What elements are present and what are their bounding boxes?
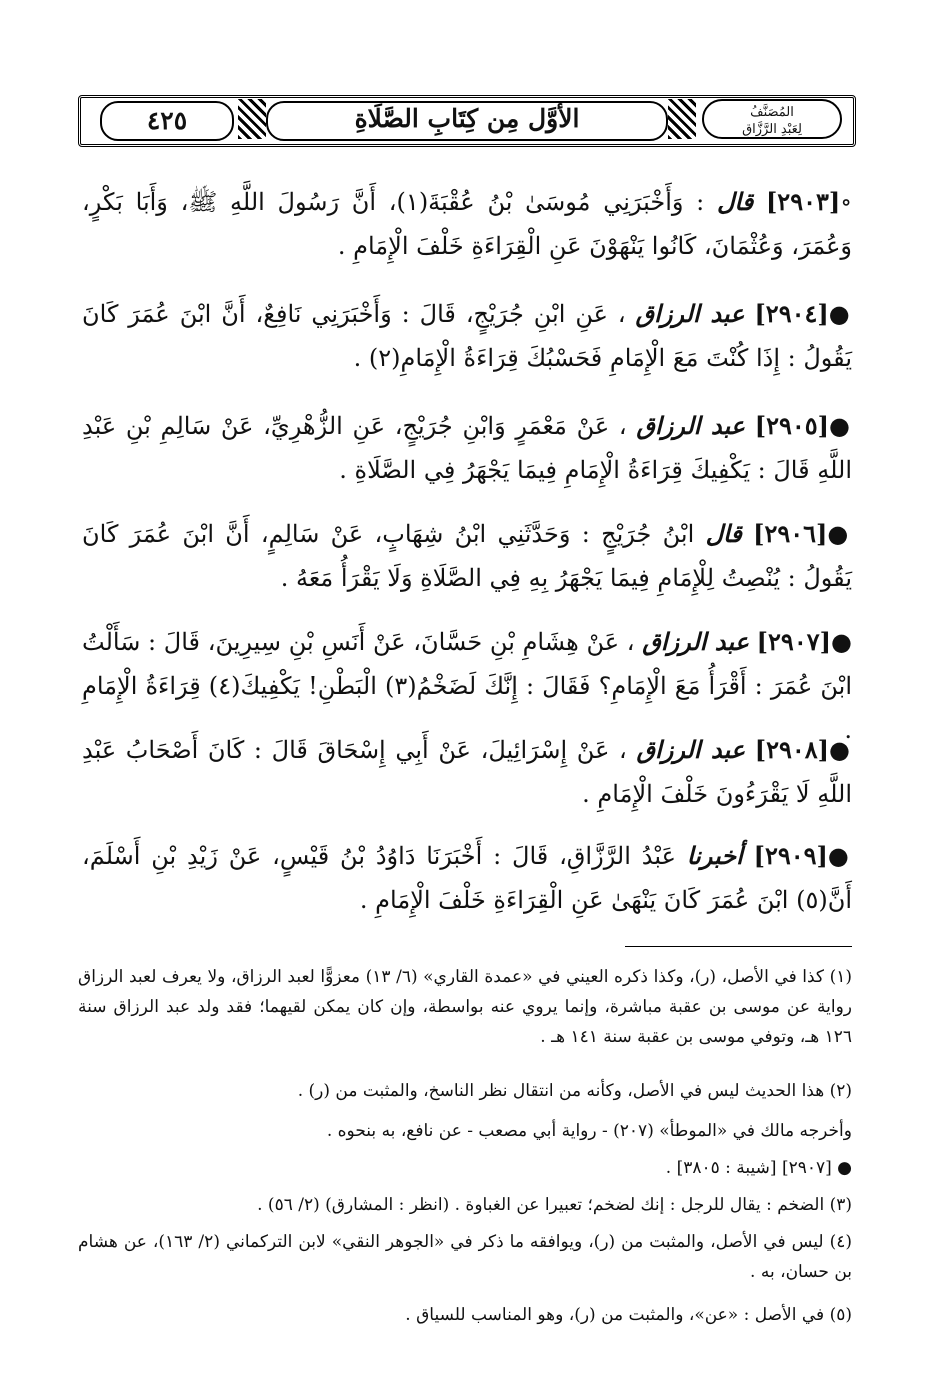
hadith-source: قال [716, 187, 754, 216]
hadith-body: عَبْدُ الرَّزَّاقِ، قَالَ : أَخْبَرَنَا دَاوُدُ بْنُ قَيْسٍ، عَنْ زَيْدِ بْنِ أَسْلَمَ، أَنَّ(٥) ابْنَ عُمَرَ كَانَ يَنْهَىٰ عَنِ الْقِرَاءَةِ خَلْفَ الْإِمَامِ . [82, 842, 852, 914]
hadith-number: [٢٩٠٨] [754, 735, 830, 764]
hadith-body: : وَأَخْبَرَنِي مُوسَىٰ بْنُ عُقْبَةَ(١)، أَنَّ رَسُولَ اللَّهِ ﷺ، وَأَبَا بَكْرٍ، وَعُمَرَ، وَعُثْمَانَ، كَانُوا يَنْهَوْنَ عَنِ الْقِرَاءَةِ خَلْفَ الْإِمَامِ . [82, 188, 852, 260]
hadith-marker: ● [827, 520, 852, 548]
hadith-body: ، عَنْ هِشَامِ بْنِ حَسَّانَ، عَنْ أَنَسِ بْنِ سِيرِينَ، قَالَ : سَأَلْتُ ابْنَ عُمَرَ : أَقْرَأُ مَعَ الْإِمَامِ؟ فَقَالَ : إِنَّكَ لَضَخْمُ(٣) الْبَطْنِ! يَكْفِيكَ(٤) قِرَاءَةُ الْإِمَامِ . [82, 628, 853, 744]
logo-line1: المُصَنَّفُ [750, 105, 794, 120]
hadith-body: ، عَنْ مَعْمَرٍ وَابْنِ جُرَيْجٍ، عَنِ الزُّهْرِيِّ، عَنْ سَالِمِ بْنِ عَبْدِ اللَّهِ قَالَ : يَكْفِيكَ قِرَاءَةُ الْإِمَامِ فِيمَا يَجْهَرُ فِي الصَّلَاةِ . [82, 412, 852, 484]
chapter-title: الأوَّل مِن كِتَابِ الصَّلَاةِ [354, 104, 580, 133]
hadith-2909 [82, 834, 852, 922]
hadith-source: عبد الرزاق [636, 411, 746, 440]
hadith-source: عبد الرزاق [636, 735, 746, 764]
footnote-separator [625, 946, 852, 947]
hadith-body: ابْنُ جُرَيْجٍ : وَحَدَّثَنِي ابْنُ شِهَابٍ، عَنْ سَالِمٍ، أَنَّ ابْنَ عُمَرَ كَانَ يَقُولُ : يُنْصِتُ لِلْإِمَامِ فِيمَا يَجْهَرُ بِهِ فِي الصَّلَاةِ وَلَا يَقْرَأُ مَعَهُ . [82, 520, 852, 592]
footnote-5: (٥) في الأصل : «عن»، والمثبت من (ر)، وهو المناسب للسياق . [405, 1305, 852, 1325]
hadith-2903 [82, 180, 852, 268]
hadith-number: [٢٩٠٥] [754, 411, 829, 440]
footnote-1: (١) كذا في الأصل، (ر)، وكذا ذكره العيني في «عمدة القاري» (٦/ ١٣) معزوًّا لعبد الرزاق، ولا يعرف لعبد الرزاق رواية عن موسى بن عقبة مباشرة، وإنما يروي عنه بواسطة، وإن كان يمكن لقيهما؛ فقد ولد عبد الرزاق سنة ١٢٦ هـ، وتوفي موسى بن عقبة سنة ١٤١ هـ . [78, 967, 852, 1047]
hadith-marker: ● [830, 628, 852, 656]
hadith-marker: ● [827, 842, 853, 870]
ornament-right [668, 99, 696, 139]
hadith-marker: ● [828, 300, 852, 328]
hadith-number: [٢٩٠٧] [756, 627, 831, 656]
footnote-3: (٣) الضخم : يقال للرجل : إنك لضخم؛ تعبيرا عن الغباوة . (انظر : المشارق) (٢/ ٥٦) . [257, 1195, 852, 1215]
ornament-left [238, 99, 266, 139]
hadith-number: [٢٩٠٩] [753, 841, 828, 870]
footnote-2: (٢) هذا الحديث ليس في الأصل، وكأنه من انتقال نظر الناسخ، والمثبت من (ر) . [297, 1081, 852, 1101]
page-number: ٤٢٥ [100, 101, 234, 141]
hadith-2906 [82, 512, 852, 600]
hadith-marker: ● [829, 736, 852, 764]
hadith-number: [٢٩٠٦] [753, 519, 828, 548]
book-logo [702, 99, 842, 139]
hadith-2905 [82, 404, 852, 492]
hadith-source: عبد الرزاق [635, 299, 745, 328]
hadith-marker: ● [829, 412, 853, 440]
hadith-source: أخبرنا [686, 841, 743, 870]
footnote-ref-2907: ● [٢٩٠٧] [شيبة : ٣٨٠٥] . [665, 1158, 852, 1178]
hadith-body: ، عَنِ ابْنِ جُرَيْجٍ، قَالَ : وَأَخْبَرَنِي نَافِعٌ، أَنَّ ابْنَ عُمَرَ كَانَ يَقُولُ : إِذَا كُنْتَ مَعَ الْإِمَامِ فَحَسْبُكَ قِرَاءَةُ الْإِمَامِ(٢) . [82, 300, 852, 372]
footnote-4: (٤) ليس في الأصل، والمثبت من (ر)، ويوافقه ما ذكر في «الجوهر النقي» لابن التركماني (٢/ ١٦٣)، عن هشام بن حسان، به . [78, 1232, 852, 1282]
hadith-marker: ∘ [840, 188, 852, 216]
hadith-2908 [82, 728, 852, 816]
hadith-source: قال [705, 519, 742, 548]
logo-line2: لِعَبْدِ الرَّزَّاقِ [742, 122, 802, 137]
footnote-2-takhrij: وأخرجه مالك في «الموطأ» (٢٠٧) - رواية أبي مصعب - عن نافع، به بنحوه . [326, 1121, 852, 1141]
hadith-2904 [82, 292, 852, 380]
hadith-body: ، عَنْ إِسْرَائِيلَ، عَنْ أَبِي إِسْحَاقَ قَالَ : كَانَ أَصْحَابُ عَبْدِ اللَّهِ لَا يَقْرَءُونَ خَلْفَ الْإِمَامِ . [82, 736, 852, 808]
hadith-number: [٢٩٠٣] [765, 187, 841, 216]
hadith-source: عبد الرزاق [642, 627, 749, 656]
hadith-number: [٢٩٠٤] [754, 299, 829, 328]
page-header [78, 95, 856, 147]
